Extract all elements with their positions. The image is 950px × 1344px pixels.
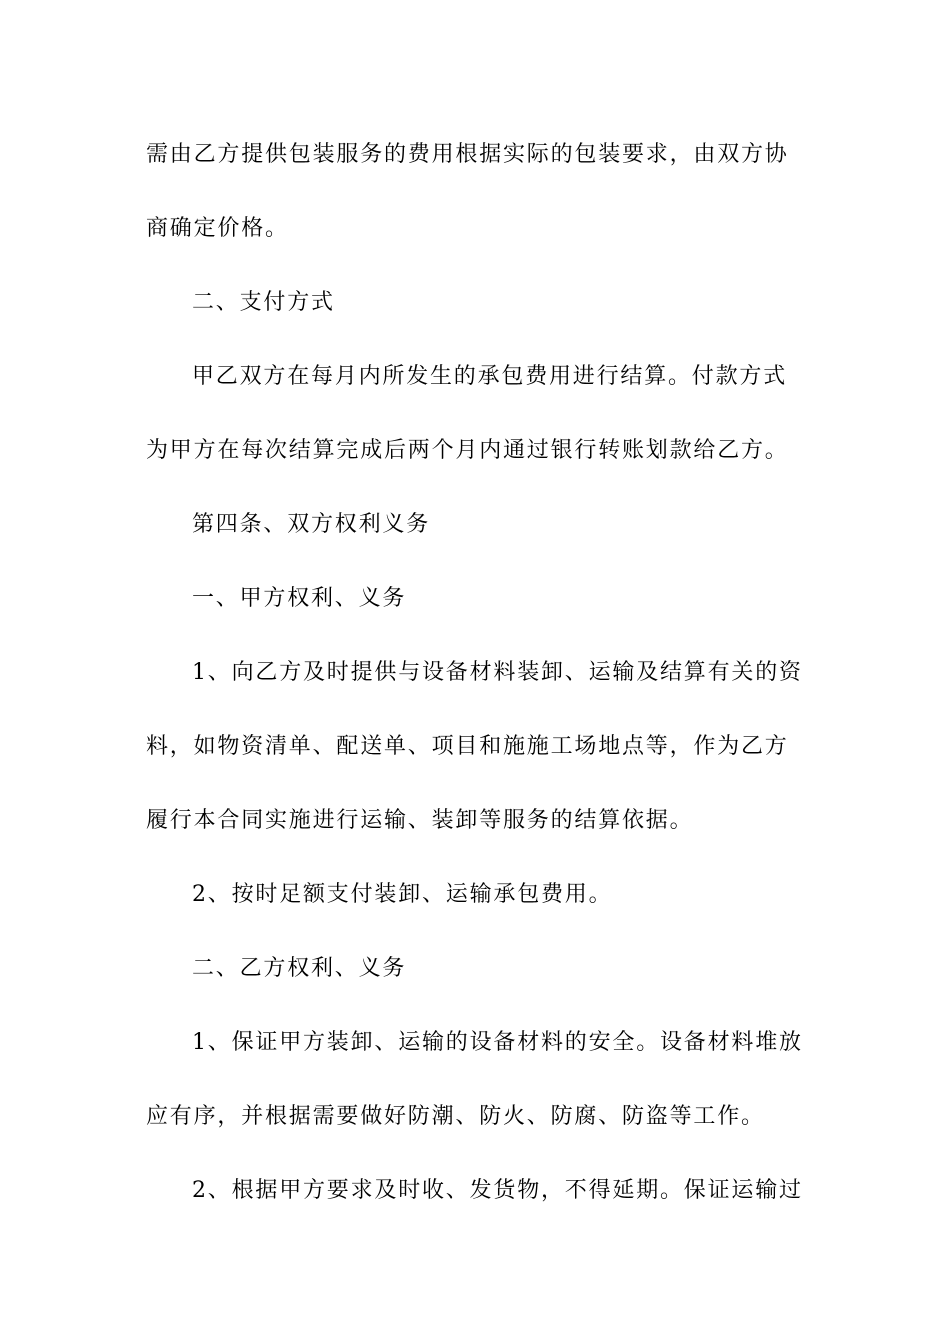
section-heading: 二、支付方式	[192, 290, 335, 315]
paragraph-line: 为甲方在每次结算完成后两个月内通过银行转账划款给乙方。	[146, 438, 789, 463]
paragraph-line: 2、根据甲方要求及时收、发货物，不得延期。保证运输过	[192, 1178, 803, 1203]
paragraph-line: 履行本合同实施进行运输、装卸等服务的结算依据。	[146, 808, 694, 833]
paragraph-line: 需由乙方提供包装服务的费用根据实际的包装要求，由双方协	[146, 142, 789, 167]
paragraph-line: 料，如物资清单、配送单、项目和施施工场地点等，作为乙方	[146, 734, 789, 759]
section-heading: 二、乙方权利、义务	[192, 956, 407, 981]
section-heading: 一、甲方权利、义务	[192, 586, 407, 611]
article-heading: 第四条、双方权利义务	[192, 512, 431, 537]
paragraph-line: 1、向乙方及时提供与设备材料装卸、运输及结算有关的资	[192, 660, 803, 685]
paragraph-line: 应有序，并根据需要做好防潮、防火、防腐、防盗等工作。	[146, 1104, 765, 1129]
paragraph-line: 商确定价格。	[146, 216, 289, 241]
paragraph-line: 1、保证甲方装卸、运输的设备材料的安全。设备材料堆放	[192, 1030, 803, 1055]
paragraph-line: 2、按时足额支付装卸、运输承包费用。	[192, 882, 613, 907]
paragraph-line: 甲乙双方在每月内所发生的承包费用进行结算。付款方式	[192, 364, 788, 389]
